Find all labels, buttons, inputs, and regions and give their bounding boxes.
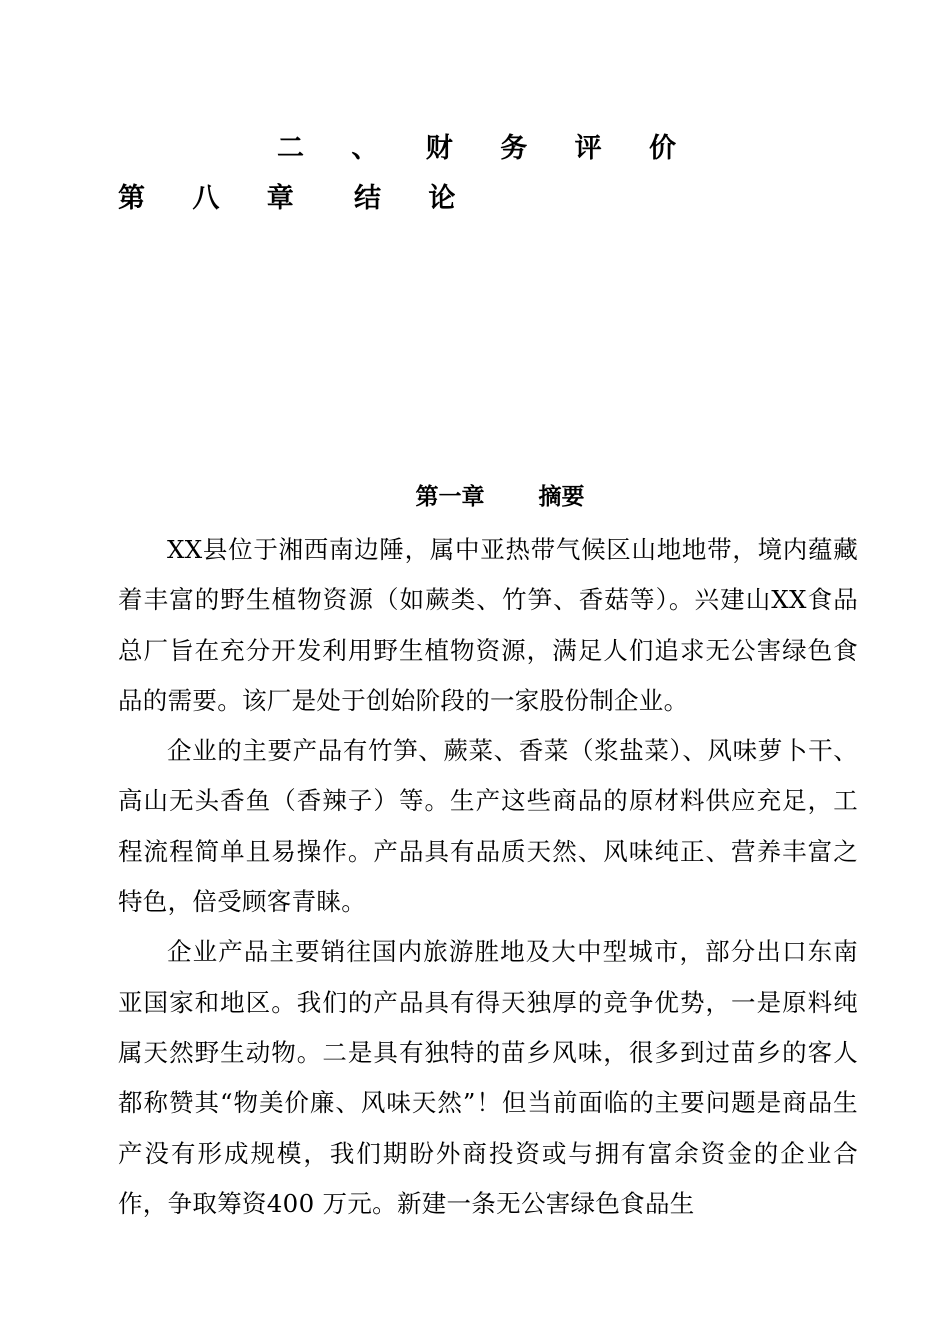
chapter-heading — [0, 481, 950, 513]
chapter-number: 第一章 — [415, 484, 485, 510]
toc-entry-chapter-eight-title: 结 论 — [354, 183, 475, 214]
toc-entry-financial-evaluation: 二 、 财 务 评 价 — [277, 133, 695, 164]
paragraph-location-resources: XX县位于湘西南边陲，属中亚热带气候区山地地带，境内蕴藏着丰富的野生植物资源（如蕨类、竹笋、香菇等）。兴建山XX食品总厂旨在充分开发利用野生植物资源，满足人们追求无公害绿色食品的需要。该厂是处于创始阶段的一家股份制企业。 — [118, 535, 858, 715]
paragraph-products: 企业的主要产品有竹笋、蕨菜、香菜（浆盐菜）、风味萝卜干、高山无头香鱼（香辣子）等。生产这些商品的原材料供应充足，工程流程简单且易操作。产品具有品质天然、风味纯正、营养丰富之特色，倍受顾客青睐。 — [118, 736, 858, 917]
chapter-title: 摘要 — [538, 484, 585, 510]
paragraph-market-investment: 企业产品主要销往国内旅游胜地及大中型城市，部分出口东南亚国家和地区。我们的产品具有得天独厚的竞争优势，一是原料纯属天然野生动物。二是具有独特的苗乡风味，很多到过苗乡的客人都称赞其“物美价廉、风味天然”！但当前面临的主要问题是商品生产没有形成规模，我们期盼外商投资或与拥有富余资金的企业合作，争取筹资400 万元。新建一条无公害绿色食品生 — [118, 937, 858, 1218]
toc-entry-chapter-eight-number: 第 八 章 — [118, 183, 313, 214]
summary-body — [118, 525, 858, 1229]
